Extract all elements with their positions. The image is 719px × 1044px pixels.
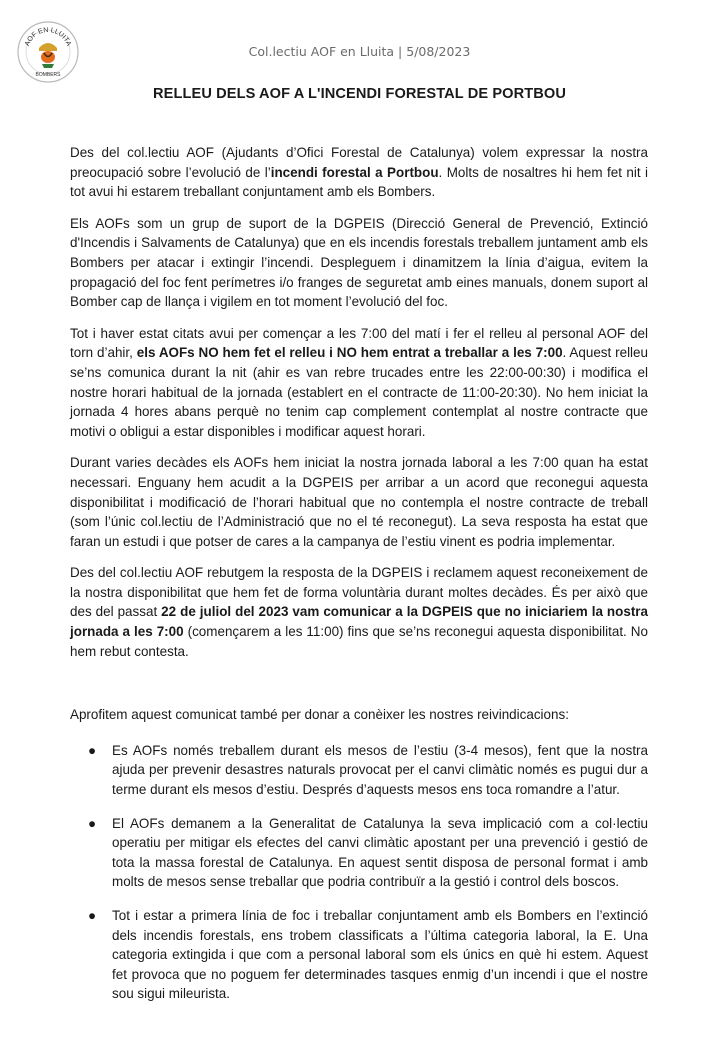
bullet-icon: ● (88, 742, 97, 758)
list-item: ● Tot i estar a primera línia de foc i treballar conjuntament amb els Bombers en l’extinció dels incendis forestals, ens trobem classificats a l’última categoria laboral, la E. Una categoria extingida i que com a personal laboral som els únics en què hi estem. Aquest fet provoca que no poguem fer determinades tasques enmig d’un incendi i que el nostre sou sigui mileurista. (88, 908, 648, 1002)
document-header: Col.lectiu AOF en Lluita | 5/08/2023 (248, 44, 471, 59)
demands-intro: Aprofitem aquest comunicat també per donar a conèixer les nostres reivindicacions: (70, 707, 569, 723)
paragraph-1: Des del col.lectiu AOF (Ajudants d’Ofici Forestal de Catalunya) volem expressar la nostra preocupació sobre l’evolució de l’incendi forestal a Portbou. Molts de nosaltres hi hem fet nit i tot avui hi estarem treballant conjuntament amb els Bombers. (70, 145, 648, 200)
bullet-icon: ● (88, 815, 97, 831)
logo-bottom-text: BOMBERS (35, 72, 61, 78)
list-item: ● El AOFs demanem a la Generalitat de Catalunya la seva implicació com a col·lectiu operatiu per mitigar els efectes del canvi climàtic apostant per una prevenció i gestió de tota la massa forestal de Catalunya. En aquest sentit disposa de personal format i amb molts de mesos sense treballar que podria contribuïr a la gestió i control dels boscos. (88, 815, 648, 890)
paragraph-5: Des del col.lectiu AOF rebutgem la resposta de la DGPEIS i reclamem aquest reconeixement de la nostra disponibilitat que hem fet de forma voluntària durant moltes decàdes. És per això que des del passat 22 de juliol del 2023 vam comunicar a la DGPEIS que no iniciariem la nostra jornada a les 7:00 (començarem a les 11:00) fins que se’ns reconegui aquesta disponibilitat. No hem rebut contesta. (70, 565, 648, 659)
bullet-icon: ● (88, 908, 97, 923)
logo-arc-text: AOF EN LLUITA (24, 26, 72, 48)
paragraph-3: Tot i haver estat citats avui per començar a les 7:00 del matí i fer el relleu al personal AOF del torn d’ahir, els AOFs NO hem fet el relleu i NO hem entrat a treballar a les 7:00. Aquest relleu se’ns comunica durant la nit (ahir es van rebre trucades entre les 22:00-00:30) i modifica el nostre horari habitual de la jornada (establert en el contracte de 11:00-20:30). No hem iniciat la jornada 4 hores abans perquè no tenim cap complement contemplat al nostre contracte que motivi o obligui a estar disponibles i modificar aquest horari. (70, 325, 648, 439)
document-title: RELLEU DELS AOF A L'INCENDI FORESTAL DE PORTBOU (152, 86, 567, 102)
paragraph-2: Els AOFs som un grup de suport de la DGPEIS (Direcció General de Prevenció, Extinció d'Incendis i Salvaments de Catalunya) que en els incendis forestals treballem juntament amb els Bombers per atacar i extingir l’incendi. Despleguem i dinamitzem la línia d’aigua, evitem la propagació del foc fent perímetres i/o franges de seguretat amb eines manuals, donem suport al Bomber cap de llança i vigilem en tot moment l’evolució del foc. (70, 215, 648, 310)
paragraph-4: Durant varies decàdes els AOFs hem iniciat la nostra jornada laboral a les 7:00 quan ha estat necessari. Enguany hem acudit a la DGPEIS per arribar a un acord que reconegui aquesta disponibilitat i modificació de l’horari habitual que no contempla el nostre contracte de treball (som l’únic col.lectiu de l’Administració que no el té reconegut). La seva resposta ha estat que faran un estudi i que potser de cares a la campanya de l’estiu vinent es podria implementar. (70, 455, 648, 549)
demands-list (70, 741, 648, 1004)
list-item: ● Es AOFs només treballem durant els mesos de l’estiu (3-4 mesos), fent que la nostra ajuda per prevenir desastres naturals provocat per el canvi climàtic només es pugui dur a terme durant els mesos d’estiu. Després d’aquests mesos ens toca romandre a l’atur. (88, 742, 648, 798)
document-body (70, 143, 648, 1004)
